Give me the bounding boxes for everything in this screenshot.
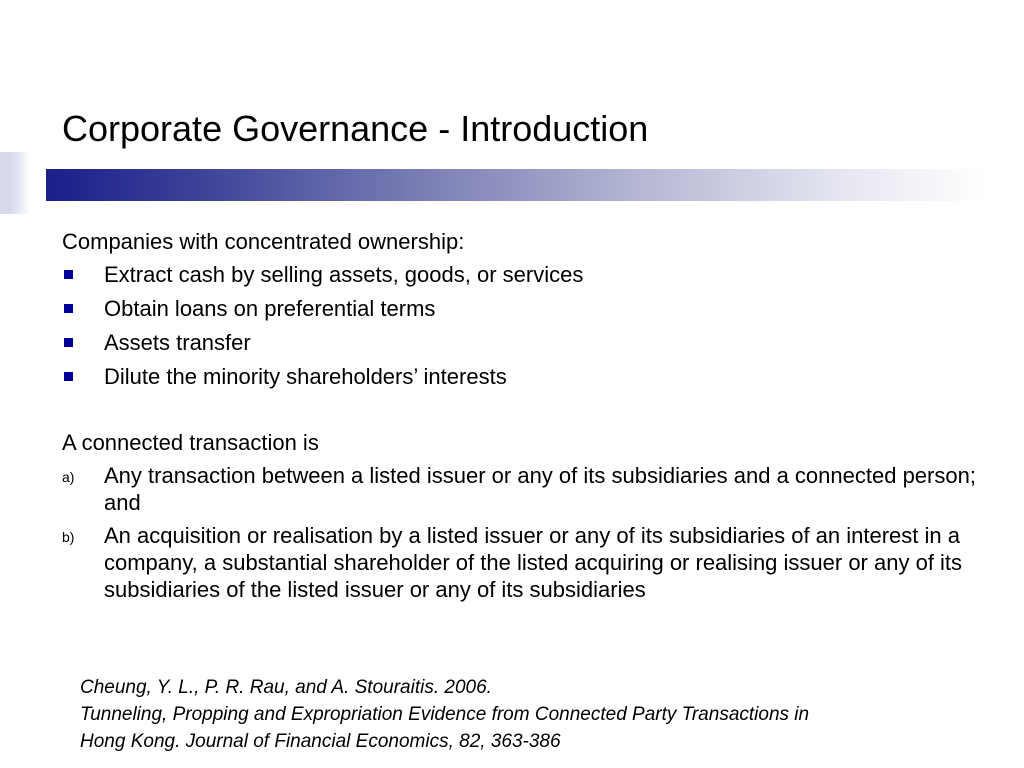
- bullet-text: Assets transfer: [104, 330, 251, 355]
- bullet-item: [62, 261, 982, 288]
- square-bullet-icon: [64, 270, 73, 279]
- bullet-text: Obtain loans on preferential terms: [104, 296, 436, 321]
- citation-journal: Hong Kong. Journal of Financial Economics, 82, 363-386: [80, 731, 561, 752]
- citation-reference: [80, 674, 1000, 755]
- ownership-bullet-list: [62, 261, 982, 390]
- slide-title: Corporate Governance - Introduction: [62, 108, 649, 149]
- left-accent-stripe: [0, 152, 8, 214]
- bullet-text: Dilute the minority shareholders’ interests: [104, 364, 507, 389]
- definition-text: An acquisition or realisation by a listed issuer or any of its subsidiaries of an interest in a company, a substantial shareholder of the listed acquiring or realising issuer or any of its subsidiaries of the listed issuer or any of its subsidiaries: [104, 523, 963, 602]
- square-bullet-icon: [64, 338, 73, 347]
- citation-authors: Cheung, Y. L., P. R. Rau, and A. Stouraitis. 2006.: [80, 677, 492, 698]
- definition-item-b: [62, 522, 982, 603]
- bullet-item: [62, 363, 982, 390]
- definition-text: Any transaction between a listed issuer or any of its subsidiaries and a connected person; and: [104, 463, 976, 515]
- bullet-item: [62, 295, 982, 322]
- bullet-item: [62, 329, 982, 356]
- definition-item-a: [62, 462, 982, 516]
- item-marker: a): [62, 469, 75, 485]
- citation-title: Tunneling, Propping and Expropriation Evidence from Connected Party Transactions in: [80, 704, 810, 725]
- section-spacer: [62, 397, 982, 429]
- ownership-intro: Companies with concentrated ownership:: [62, 229, 465, 254]
- square-bullet-icon: [64, 304, 73, 313]
- item-marker: b): [62, 529, 75, 545]
- left-accent-decoration: [0, 152, 30, 214]
- bullet-text: Extract cash by selling assets, goods, or services: [104, 262, 584, 287]
- slide-body: [62, 228, 982, 609]
- square-bullet-icon: [64, 372, 73, 381]
- title-gradient-bar: [46, 169, 986, 201]
- connected-transaction-intro: A connected transaction is: [62, 430, 319, 455]
